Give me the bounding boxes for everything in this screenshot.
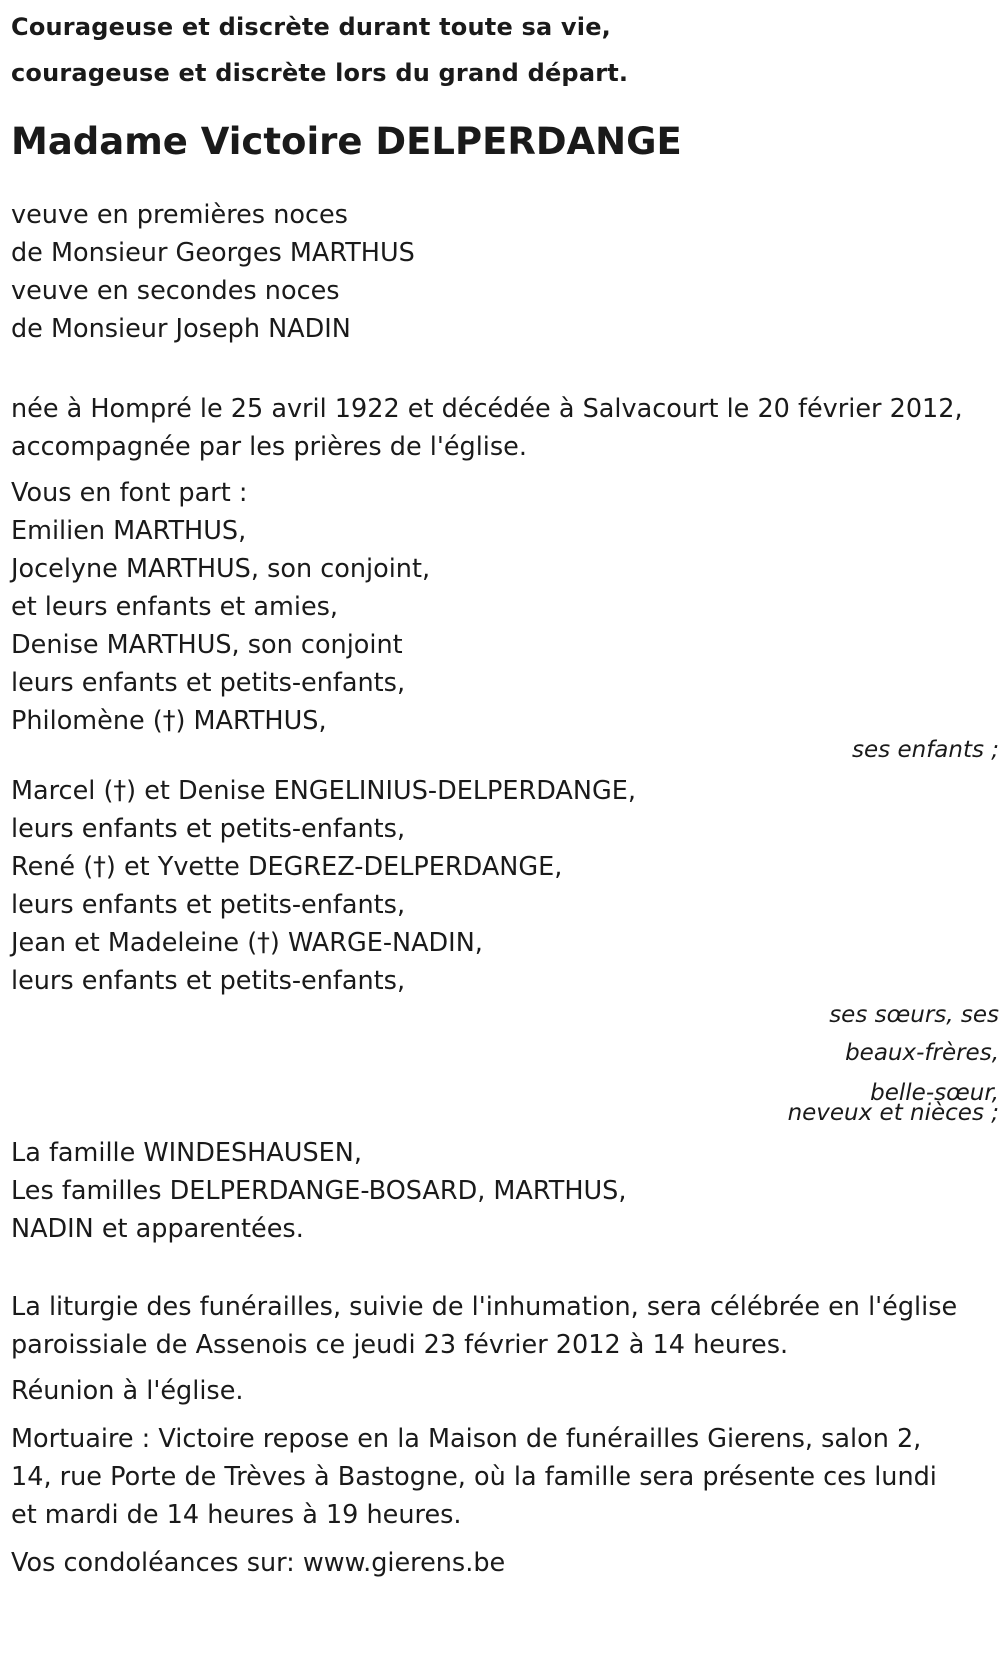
siblings-relation-line: belle-sœur, bbox=[870, 1080, 999, 1106]
marriage-line: veuve en premières noces bbox=[11, 200, 348, 230]
child-line: Emilien MARTHUS, bbox=[11, 516, 247, 546]
siblings-relation bbox=[11, 996, 999, 1126]
children-relation: ses enfants ; bbox=[852, 737, 999, 763]
announcement-intro: Vous en font part : bbox=[11, 478, 248, 508]
sibling-line: leurs enfants et petits-enfants, bbox=[11, 890, 406, 920]
family-line: Les familles DELPERDANGE-BOSARD, MARTHUS, bbox=[11, 1176, 627, 1206]
meeting-info: Réunion à l'église. bbox=[11, 1376, 244, 1406]
sibling-line: leurs enfants et petits-enfants, bbox=[11, 966, 406, 996]
birth-death-line: accompagnée par les prières de l'église. bbox=[11, 432, 527, 462]
marriage-line: de Monsieur Joseph NADIN bbox=[11, 314, 351, 344]
child-line: leurs enfants et petits-enfants, bbox=[11, 668, 406, 698]
child-line: Jocelyne MARTHUS, son conjoint, bbox=[11, 554, 431, 584]
siblings-relation-line: neveux et nièces ; bbox=[787, 1100, 999, 1126]
child-line: Denise MARTHUS, son conjoint bbox=[11, 630, 403, 660]
mortuary-line: et mardi de 14 heures à 19 heures. bbox=[11, 1500, 462, 1530]
child-line: et leurs enfants et amies, bbox=[11, 592, 339, 622]
family-line: La famille WINDESHAUSEN, bbox=[11, 1138, 362, 1168]
birth-death bbox=[11, 390, 996, 466]
liturgy-line: La liturgie des funérailles, suivie de l'inhumation, sera célébrée en l'église bbox=[11, 1292, 958, 1322]
mortuary-line: 14, rue Porte de Trèves à Bastogne, où la famille sera présente ces lundi bbox=[11, 1462, 937, 1492]
mortuary-section bbox=[11, 1420, 996, 1534]
motto bbox=[11, 4, 996, 96]
sibling-line: leurs enfants et petits-enfants, bbox=[11, 814, 406, 844]
marriages bbox=[11, 196, 996, 348]
deceased-name: Madame Victoire DELPERDANGE bbox=[11, 120, 682, 163]
liturgy-section bbox=[11, 1288, 996, 1364]
children-section bbox=[11, 474, 996, 740]
sibling-line: René (†) et Yvette DEGREZ-DELPERDANGE, bbox=[11, 852, 563, 882]
motto-line-1: Courageuse et discrète durant toute sa vie, bbox=[11, 13, 611, 41]
siblings-section bbox=[11, 772, 996, 1000]
mortuary-line: Mortuaire : Victoire repose en la Maison de funérailles Gierens, salon 2, bbox=[11, 1424, 922, 1454]
siblings-relation-line: beaux-frères, bbox=[845, 1040, 999, 1066]
family-line: NADIN et apparentées. bbox=[11, 1214, 304, 1244]
siblings-relation-line: ses sœurs, ses bbox=[829, 1002, 999, 1028]
condolences-info: Vos condoléances sur: www.gierens.be bbox=[11, 1548, 506, 1578]
families-section bbox=[11, 1134, 996, 1248]
marriage-line: veuve en secondes noces bbox=[11, 276, 340, 306]
child-line: Philomène (†) MARTHUS, bbox=[11, 706, 327, 736]
liturgy-line: paroissiale de Assenois ce jeudi 23 février 2012 à 14 heures. bbox=[11, 1330, 789, 1360]
obituary-notice bbox=[11, 0, 999, 1582]
sibling-line: Jean et Madeleine (†) WARGE-NADIN, bbox=[11, 928, 483, 958]
sibling-line: Marcel (†) et Denise ENGELINIUS-DELPERDANGE, bbox=[11, 776, 636, 806]
marriage-line: de Monsieur Georges MARTHUS bbox=[11, 238, 415, 268]
birth-death-line: née à Hompré le 25 avril 1922 et décédée à Salvacourt le 20 février 2012, bbox=[11, 394, 963, 424]
motto-line-2: courageuse et discrète lors du grand départ. bbox=[11, 59, 629, 87]
